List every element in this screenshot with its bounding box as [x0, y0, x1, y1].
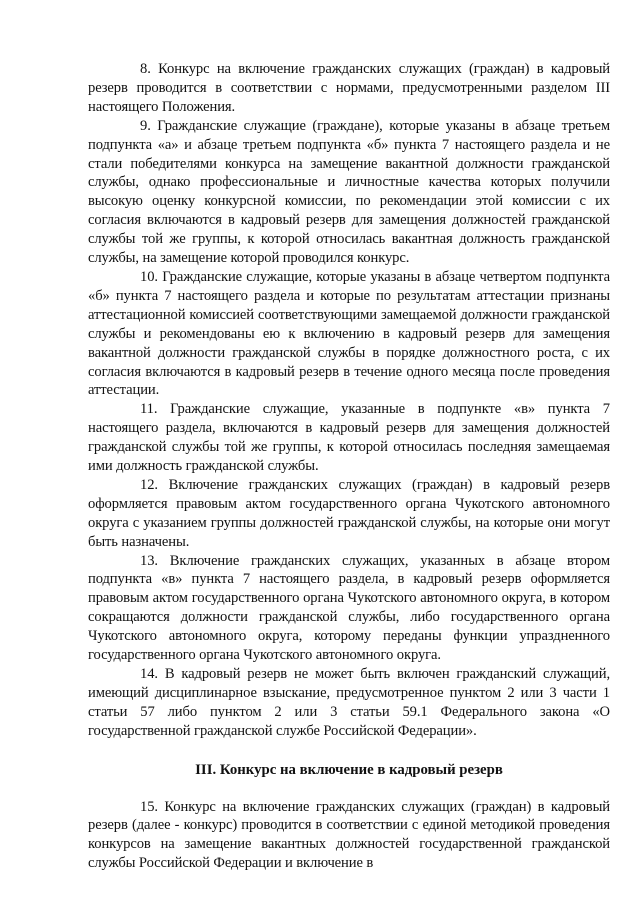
paragraph-15: 15. Конкурс на включение гражданских служащих (граждан) в кадровый резерв (далее - конкурс) проводится в соответствии с единой методикой проведения конкурсов на замещение вакантных должностей государственной гражданской службы Российской Федерации и включение в	[88, 798, 610, 872]
paragraph-12: 12. Включение гражданских служащих (граждан) в кадровый резерв оформляется правовым актом государственного органа Чукотского автономного округа с указанием группы должностей гражданской службы, на которые они могут быть назначены.	[88, 476, 610, 550]
paragraph-8: 8. Конкурс на включение гражданских служащих (граждан) в кадровый резерв проводится в соответствии с нормами, предусмотренными разделом III настоящего Положения.	[88, 61, 610, 115]
paragraph-10: 10. Гражданские служащие, которые указаны в абзаце четвертом подпункта «б» пункта 7 настоящего раздела и которые по результатам аттестации признаны аттестационной комиссией соответствующими замещаемой должности гражданской службы и рекомендованы ею к включению в кадровый резерв для замещения вакантной должности гражданской службы в порядке должностного роста, с их согласия включаются в кадровый резерв в течение одного месяца после проведения аттестации.	[88, 268, 610, 399]
paragraph-9: 9. Гражданские служащие (граждане), которые указаны в абзаце третьем подпункта «а» и абзаце третьем подпункта «б» пункта 7 настоящего раздела и не стали победителями конкурса на замещение вакантной должности гражданской службы, однако профессиональные и личностные качества которых получили высокую оценку конкурсной комиссии, по рекомендации этой комиссии с их согласия включаются в кадровый резерв для замещения должностей гражданской службы той же группы, к которой относилась вакантная должность гражданской службы, на замещение которой проводился конкурс.	[88, 117, 610, 267]
section-heading: III. Конкурс на включение в кадровый резерв	[195, 761, 503, 778]
paragraph-13: 13. Включение гражданских служащих, указанных в абзаце втором подпункта «в» пункта 7 настоящего раздела, в кадровый резерв оформляется правовым актом государственного органа Чукотского автономного округа, в котором сокращаются должности гражданской службы, либо государственного органа Чукотского автономного округа, которому переданы функции упраздненного государственного органа Чукотского автономного округа.	[88, 552, 610, 664]
document-page	[88, 60, 610, 873]
paragraph-11: 11. Гражданские служащие, указанные в подпункте «в» пункта 7 настоящего раздела, включаются в кадровый резерв для замещения должностей гражданской службы той же группы, к которой относилась последняя замещаемая ими должность гражданской службы.	[88, 401, 610, 475]
paragraph-14: 14. В кадровый резерв не может быть включен гражданский служащий, имеющий дисциплинарное взыскание, предусмотренное пунктом 2 или 3 части 1 статьи 57 либо пунктом 2 или 3 статьи 59.1 Федерального закона «О государственной гражданской службе Российской Федерации».	[88, 666, 610, 739]
